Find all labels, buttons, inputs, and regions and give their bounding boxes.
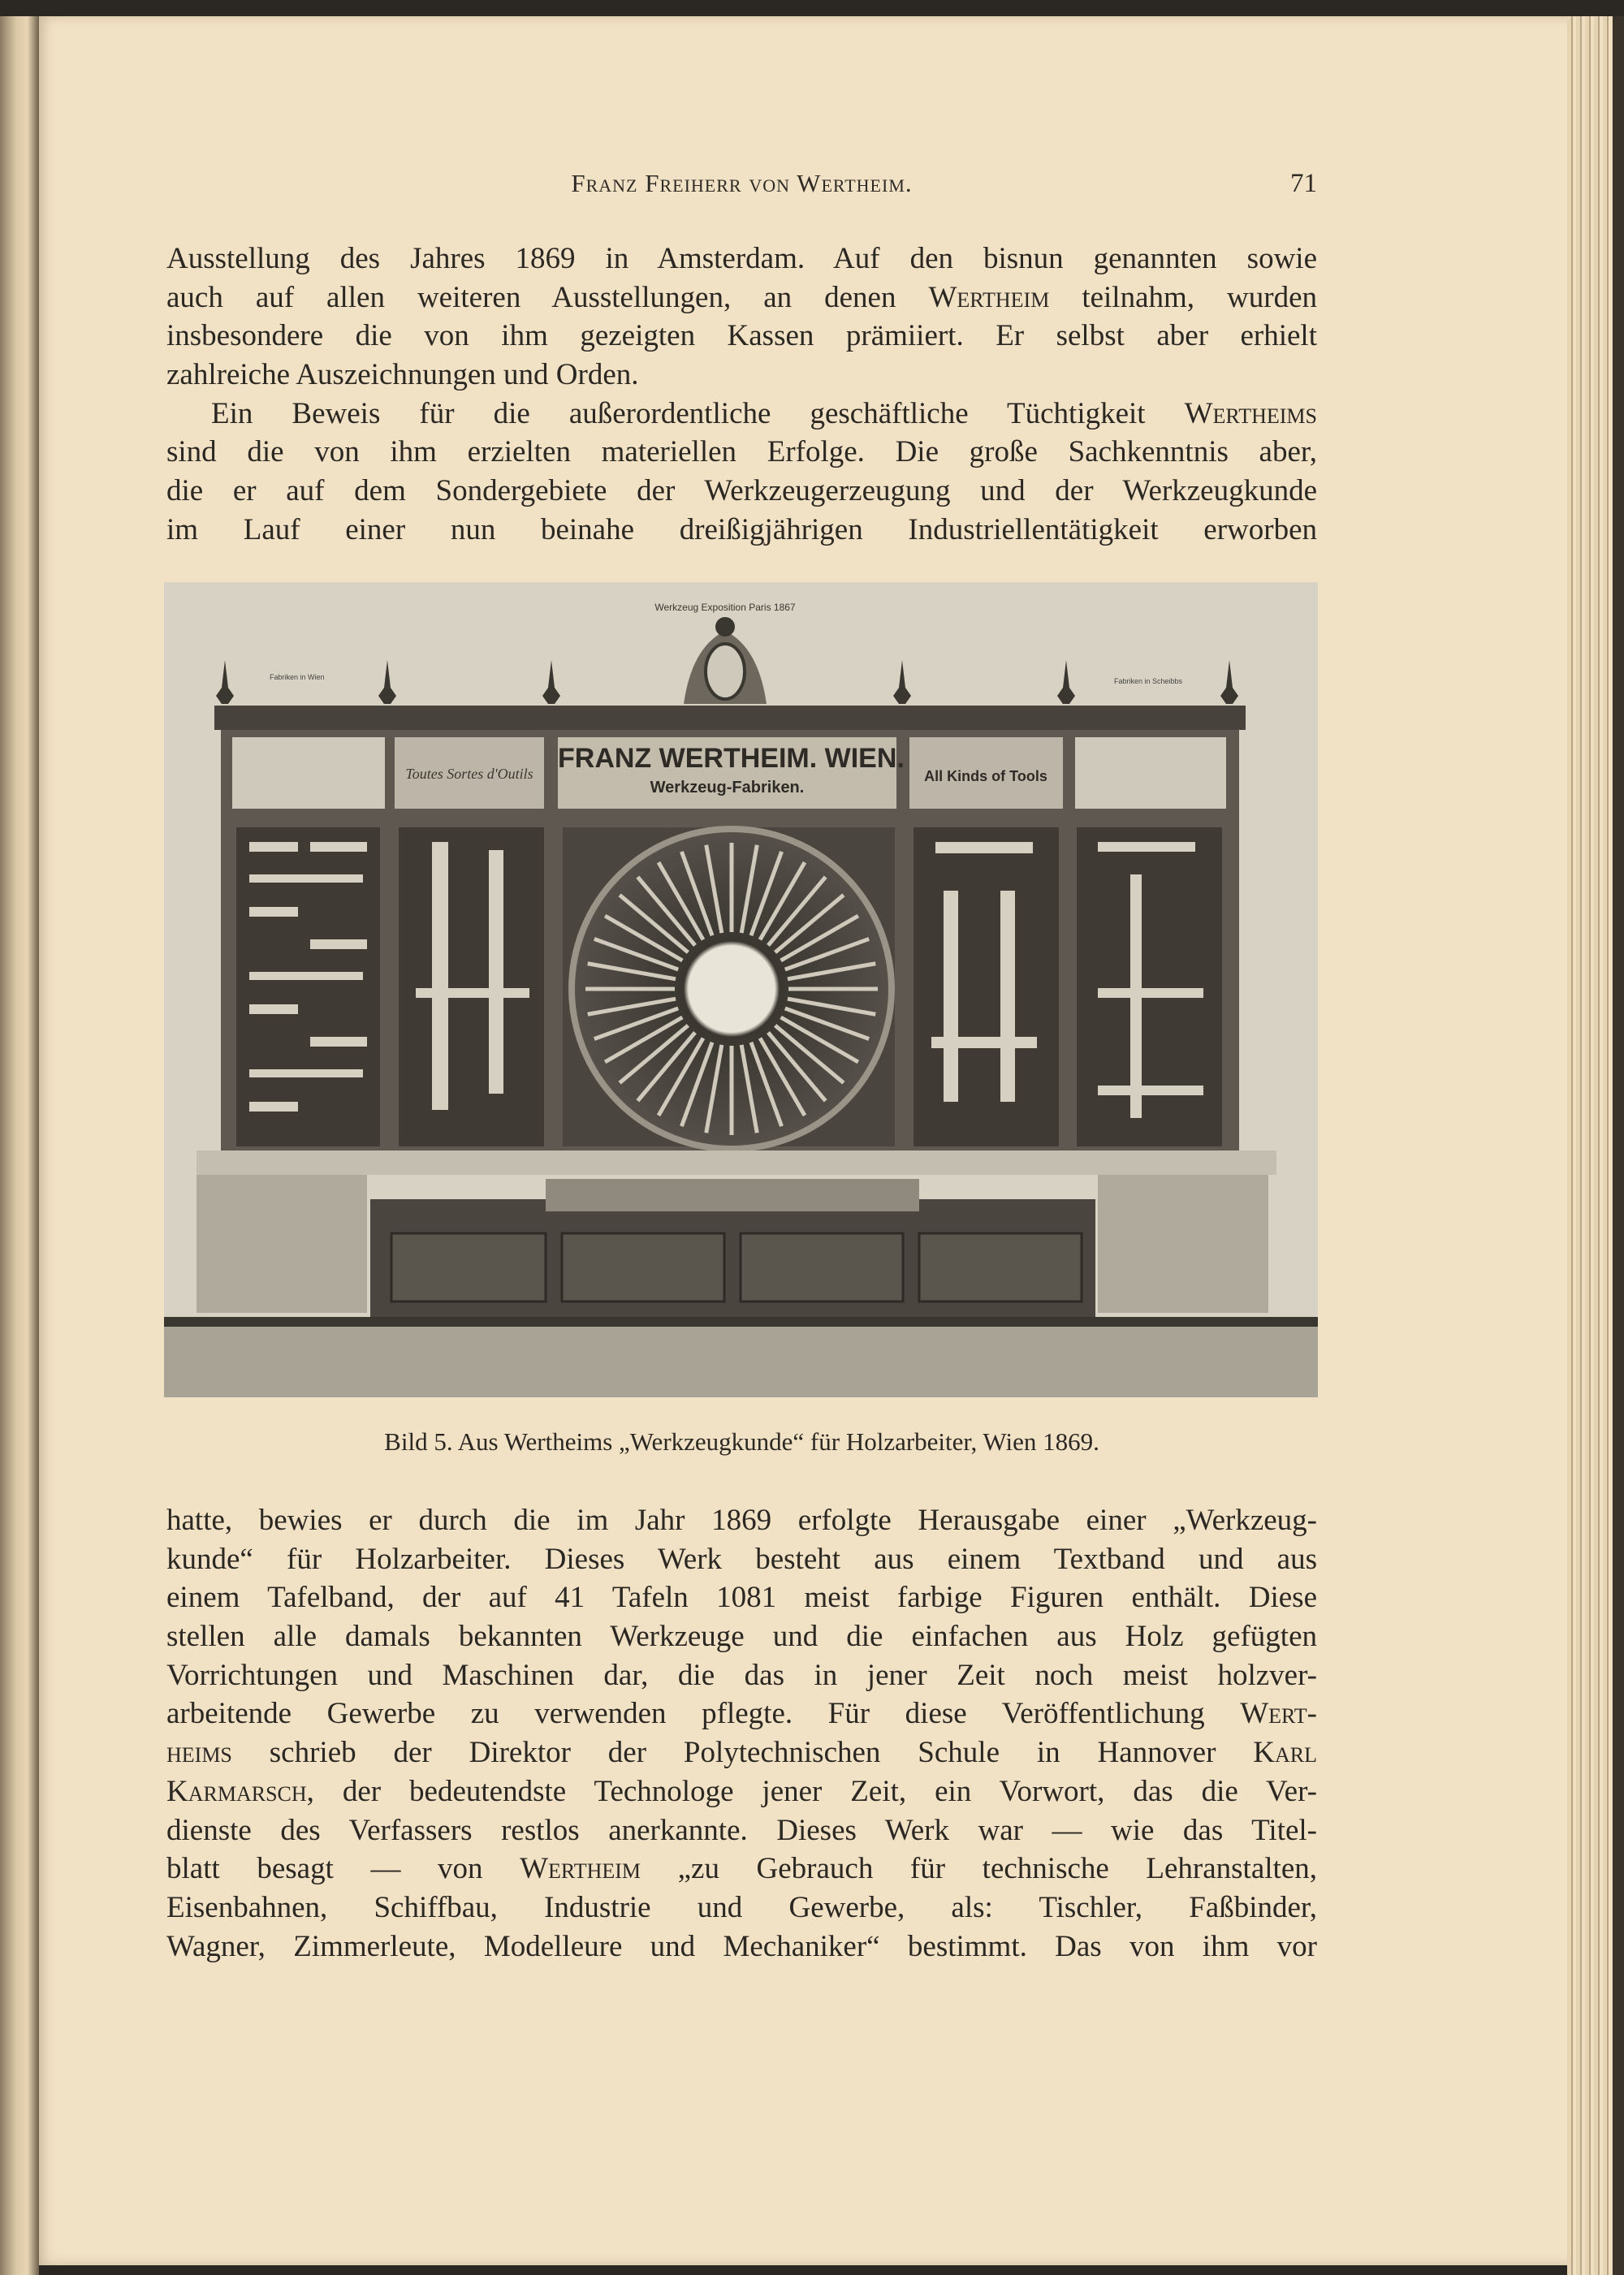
text-line bbox=[166, 278, 1317, 317]
text-segment: auch auf allen weiteren Ausstellungen, an denen bbox=[166, 280, 929, 314]
small-caps-name: heims bbox=[166, 1736, 232, 1770]
text-line bbox=[166, 1772, 1317, 1811]
small-caps-name: Wertheim bbox=[520, 1852, 641, 1886]
text-line bbox=[166, 240, 1317, 278]
text-segment: einem Tafelband, der auf 41 Tafeln 1081 meist farbige Figuren enthält. Diese bbox=[166, 1581, 1317, 1615]
text-segment: im Lauf einer nun beinahe dreißigjährigen Industriellentätigkeit erworben bbox=[166, 512, 1317, 546]
page-header bbox=[166, 169, 1317, 209]
text-line bbox=[166, 1927, 1317, 1966]
main-sign-panel bbox=[558, 737, 905, 809]
figure-photo-exhibition-cabinet bbox=[164, 582, 1318, 1397]
small-caps-name: Karmarsch bbox=[166, 1774, 307, 1808]
text-segment: Wagner, Zimmerleute, Modelleure und Mechaniker“ bestimmt. Das von ihm vor bbox=[166, 1929, 1317, 1963]
text-line bbox=[166, 1617, 1317, 1656]
text-segment: hatte, bewies er durch die im Jahr 1869 erfolgte Herausgabe einer „Werkzeug- bbox=[166, 1504, 1317, 1537]
running-title: Franz Freiherr von Wertheim. bbox=[571, 169, 913, 197]
text-line bbox=[166, 1889, 1317, 1927]
left-small-sign: Fabriken in Wien bbox=[270, 673, 325, 681]
text-line bbox=[166, 1694, 1317, 1733]
text-segment: schrieb der Direktor der Polytechnischen Schule in Hannover bbox=[231, 1736, 1254, 1770]
small-caps-name: Wert- bbox=[1240, 1697, 1317, 1731]
text-segment: insbesondere die von ihm gezeigten Kassen prämiiert. Er selbst aber erhielt bbox=[166, 319, 1317, 353]
text-line bbox=[166, 356, 1317, 395]
scan-top-edge bbox=[0, 0, 1624, 16]
text-line bbox=[166, 472, 1317, 511]
text-line bbox=[166, 1578, 1317, 1617]
text-line bbox=[166, 1501, 1317, 1540]
text-segment: Ausstellung des Jahres 1869 in Amsterdam. Auf den bisnun genannten sowie bbox=[166, 242, 1317, 275]
text-segment: blatt besagt — von bbox=[166, 1852, 520, 1886]
text-line bbox=[166, 1811, 1317, 1850]
text-segment: teilnahm, wurden bbox=[1049, 280, 1317, 314]
small-caps-name: Wertheims bbox=[1184, 396, 1317, 430]
figure-caption: Bild 5. Aus Wertheims „Werkzeugkunde“ für Holzarbeiter, Wien 1869. bbox=[384, 1427, 1099, 1456]
text-line bbox=[166, 1540, 1317, 1579]
text-segment: „zu Gebrauch für technische Lehranstalten, bbox=[641, 1852, 1317, 1886]
text-segment: sind die von ihm erzielten materiellen Erfolge. Die große Sachkenntnis aber, bbox=[166, 435, 1317, 469]
text-segment: stellen alle damals bekannten Werkzeuge und die einfachen aus Holz gefügten bbox=[166, 1620, 1317, 1654]
text-line bbox=[166, 1656, 1317, 1695]
sign-right: All Kinds of Tools bbox=[924, 768, 1047, 784]
text-segment: Ein Beweis für die außerordentliche geschäftliche Tüchtigkeit bbox=[211, 396, 1185, 430]
right-small-sign: Fabriken in Scheibbs bbox=[1114, 677, 1183, 685]
text-line bbox=[166, 511, 1317, 550]
body-text-bottom bbox=[166, 1501, 1317, 1966]
crest-text: Werkzeug Exposition Paris 1867 bbox=[654, 602, 796, 613]
text-line bbox=[166, 433, 1317, 472]
text-segment: zahlreiche Auszeichnungen und Orden. bbox=[166, 358, 639, 392]
text-line bbox=[166, 317, 1317, 356]
text-segment: die er auf dem Sondergebiete der Werkzeugerzeugung und der Werkzeugkunde bbox=[166, 474, 1317, 508]
text-segment: Eisenbahnen, Schiffbau, Industrie und Gewerbe, als: Tischler, Faßbinder, bbox=[166, 1890, 1317, 1924]
small-caps-name: Wertheim bbox=[928, 280, 1050, 314]
text-segment: arbeitende Gewerbe zu verwenden pflegte. Für diese Veröffentlichung bbox=[166, 1697, 1241, 1731]
text-segment: dienste des Verfassers restlos anerkannte. Dieses Werk war — wie das Titel- bbox=[166, 1813, 1317, 1847]
page-number: 71 bbox=[1290, 169, 1317, 198]
text-segment: kunde“ für Holzarbeiter. Dieses Werk besteht aus einem Textband und aus bbox=[166, 1542, 1317, 1576]
small-caps-name: Karl bbox=[1253, 1736, 1317, 1770]
sign-main-sub: Werkzeug-Fabriken. bbox=[650, 779, 805, 796]
text-line bbox=[166, 395, 1317, 434]
facing-page-edge bbox=[0, 16, 39, 2275]
text-segment: , der bedeutendste Technologe jener Zeit, ein Vorwort, das die Ver- bbox=[306, 1774, 1317, 1808]
text-line bbox=[166, 1850, 1317, 1889]
page-edges bbox=[1567, 16, 1624, 2275]
text-segment: Vorrichtungen und Maschinen dar, die das in jener Zeit noch meist holzver- bbox=[166, 1658, 1317, 1692]
sign-main: FRANZ WERTHEIM. WIEN. bbox=[558, 743, 905, 774]
floor bbox=[164, 1317, 1318, 1397]
cornice bbox=[214, 706, 1246, 730]
body-text-top bbox=[166, 240, 1317, 550]
sign-left: Toutes Sortes d'Outils bbox=[405, 766, 533, 782]
text-line bbox=[166, 1733, 1317, 1772]
